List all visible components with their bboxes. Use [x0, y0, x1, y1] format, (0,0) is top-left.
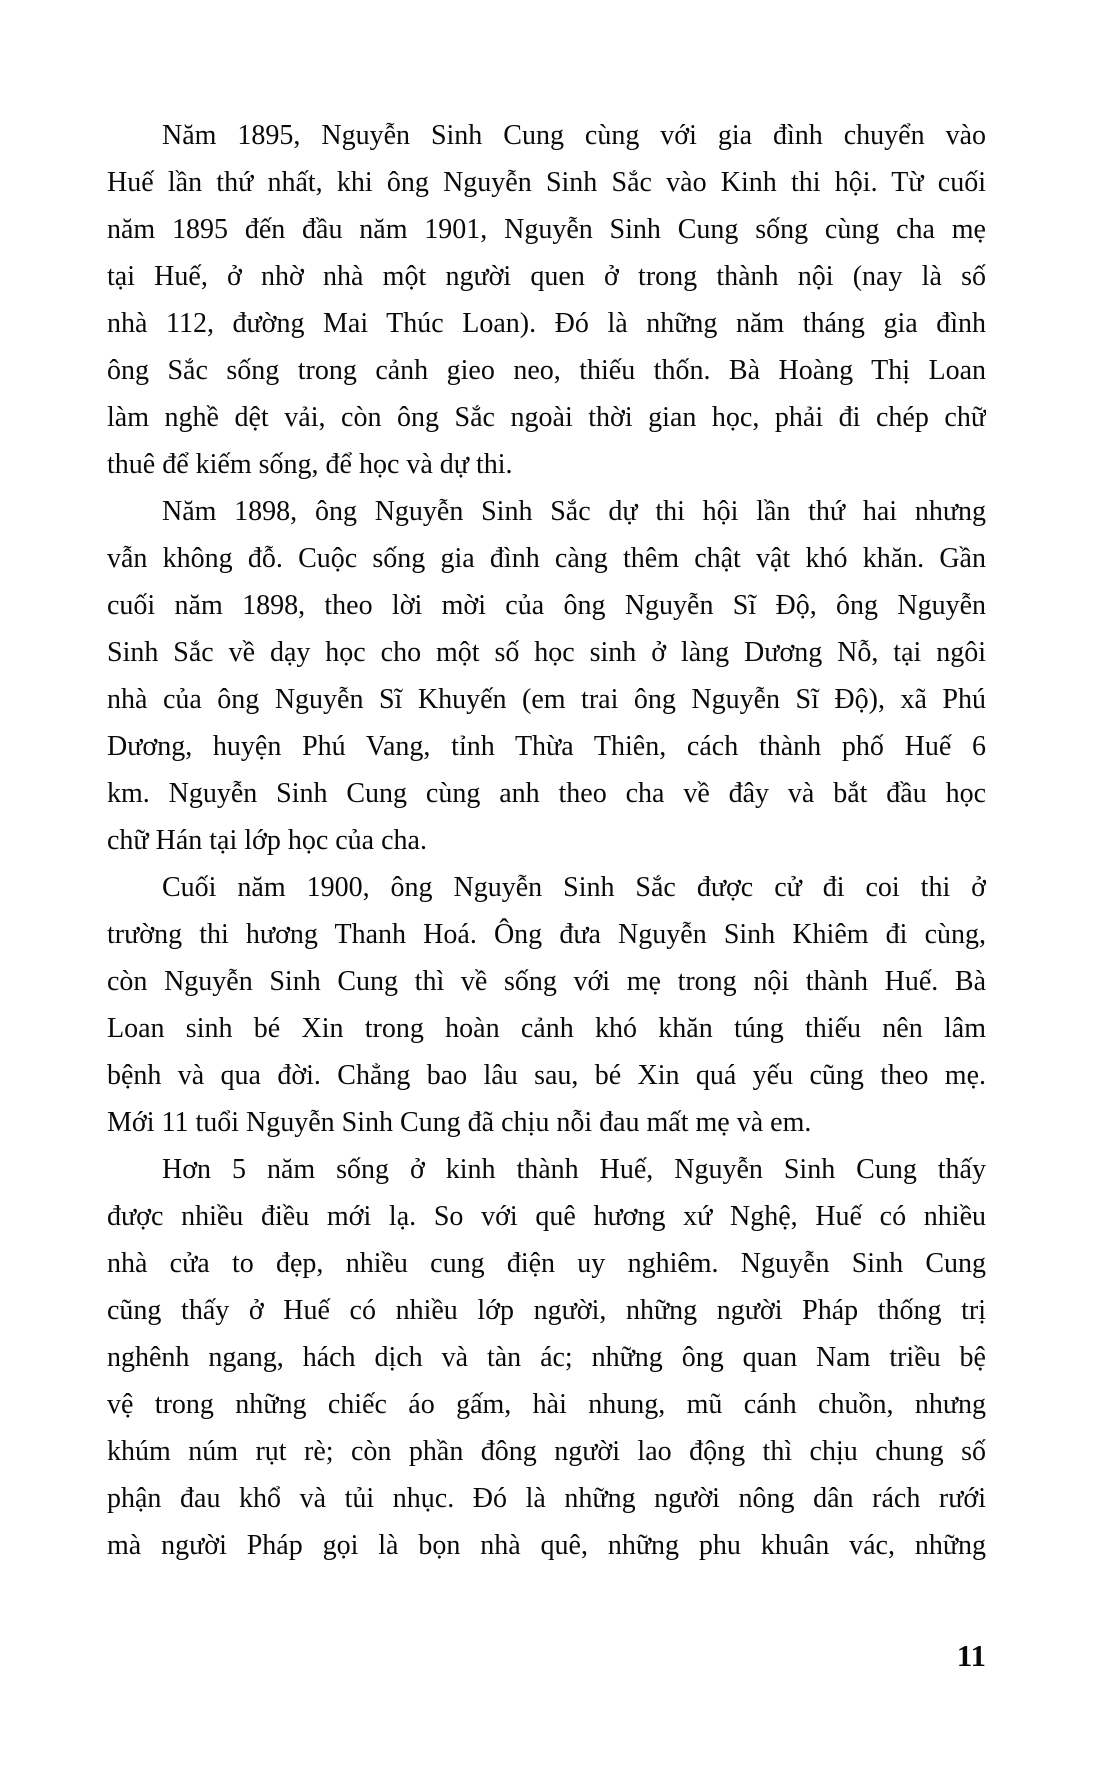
- text-line: Hơn 5 năm sống ở kinh thành Huế, Nguyễn Sinh Cung thấy: [162, 1154, 986, 1185]
- text-line: cũng thấy ở Huế có nhiều lớp người, những người Pháp thống trị: [107, 1295, 986, 1326]
- text-line: khúm núm rụt rè; còn phần đông người lao động thì chịu chung số: [107, 1436, 986, 1467]
- paragraph-1: [107, 112, 986, 488]
- text-line: nhà của ông Nguyễn Sĩ Khuyến (em trai ông Nguyễn Sĩ Độ), xã Phú: [107, 684, 986, 715]
- text-line: vệ trong những chiếc áo gấm, hài nhung, mũ cánh chuồn, nhưng: [107, 1389, 986, 1420]
- text-line: Huế lần thứ nhất, khi ông Nguyễn Sinh Sắc vào Kinh thi hội. Từ cuối: [107, 167, 986, 198]
- text-line: tại Huế, ở nhờ nhà một người quen ở trong thành nội (nay là số: [107, 261, 986, 292]
- text-line: Năm 1898, ông Nguyễn Sinh Sắc dự thi hội lần thứ hai nhưng: [162, 496, 986, 527]
- text-line: còn Nguyễn Sinh Cung thì về sống với mẹ trong nội thành Huế. Bà: [107, 966, 986, 997]
- text-line: chữ Hán tại lớp học của cha.: [107, 825, 427, 856]
- text-line: vẫn không đỗ. Cuộc sống gia đình càng thêm chật vật khó khăn. Gần: [107, 543, 986, 574]
- text-line: cuối năm 1898, theo lời mời của ông Nguyễn Sĩ Độ, ông Nguyễn: [107, 590, 986, 621]
- body-text: [107, 112, 986, 1569]
- text-line: Mới 11 tuổi Nguyễn Sinh Cung đã chịu nỗi đau mất mẹ và em.: [107, 1107, 812, 1138]
- paragraph-4: [107, 1146, 986, 1569]
- text-line: nhà 112, đường Mai Thúc Loan). Đó là những năm tháng gia đình: [107, 308, 986, 339]
- text-line: nghênh ngang, hách dịch và tàn ác; những ông quan Nam triều bệ: [107, 1342, 986, 1373]
- text-line: bệnh và qua đời. Chẳng bao lâu sau, bé Xin quá yếu cũng theo mẹ.: [107, 1060, 986, 1091]
- text-line: Cuối năm 1900, ông Nguyễn Sinh Sắc được cử đi coi thi ở: [162, 872, 986, 903]
- text-line: Năm 1895, Nguyễn Sinh Cung cùng với gia đình chuyển vào: [162, 120, 986, 151]
- text-line: Sinh Sắc về dạy học cho một số học sinh ở làng Dương Nỗ, tại ngôi: [107, 637, 986, 668]
- paragraph-3: [107, 864, 986, 1146]
- text-line: được nhiều điều mới lạ. So với quê hương xứ Nghệ, Huế có nhiều: [107, 1201, 986, 1232]
- text-line: thuê để kiếm sống, để học và dự thi.: [107, 449, 513, 480]
- text-line: năm 1895 đến đầu năm 1901, Nguyễn Sinh Cung sống cùng cha mẹ: [107, 214, 986, 245]
- text-line: phận đau khổ và tủi nhục. Đó là những người nông dân rách rưới: [107, 1483, 986, 1514]
- text-line: mà người Pháp gọi là bọn nhà quê, những phu khuân vác, những: [107, 1530, 986, 1561]
- text-line: làm nghề dệt vải, còn ông Sắc ngoài thời gian học, phải đi chép chữ: [107, 402, 986, 433]
- paragraph-2: [107, 488, 986, 864]
- page-number: 11: [956, 1638, 986, 1673]
- text-line: km. Nguyễn Sinh Cung cùng anh theo cha về đây và bắt đầu học: [107, 778, 986, 809]
- text-line: nhà cửa to đẹp, nhiều cung điện uy nghiêm. Nguyễn Sinh Cung: [107, 1248, 986, 1279]
- text-line: Loan sinh bé Xin trong hoàn cảnh khó khăn túng thiếu nên lâm: [107, 1013, 986, 1044]
- text-line: ông Sắc sống trong cảnh gieo neo, thiếu thốn. Bà Hoàng Thị Loan: [107, 355, 986, 386]
- text-line: trường thi hương Thanh Hoá. Ông đưa Nguyễn Sinh Khiêm đi cùng,: [107, 919, 986, 950]
- text-line: Dương, huyện Phú Vang, tỉnh Thừa Thiên, cách thành phố Huế 6: [107, 731, 986, 762]
